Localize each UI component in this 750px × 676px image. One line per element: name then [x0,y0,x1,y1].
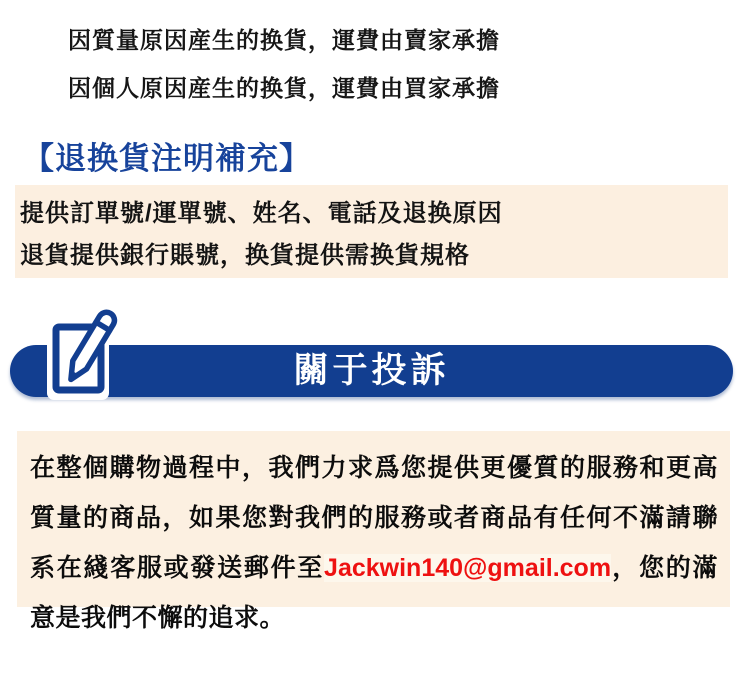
supplement-line-bank-info: 退貨提供銀行賬號，换貨提供需换貨規格 [20,242,470,269]
complaint-box [17,431,730,632]
exchange-policy-personal-line: 因個人原因産生的换貨，運費由買家承擔 [68,75,500,101]
complaint-text-after-email: ，您的滿意是我們不懈的追求。 [30,554,718,632]
complaint-paragraph [30,443,718,643]
complaint-banner-title: 關于投訴 [293,351,450,390]
complaint-text-before-email: 在整個購物過程中，我們力求爲您提供更優質的服務和更高質量的商品，如果您對我們的服務或者商品有任何不滿請聯系在綫客服或發送郵件至 [30,454,718,582]
contact-email-link[interactable]: Jackwin140@gmail.com [324,554,612,582]
exchange-policy-quality-line: 因質量原因産生的换貨，運費由賣家承擔 [68,27,500,53]
return-exchange-supplement-box [15,185,728,278]
pencil-note-icon [47,306,123,402]
return-exchange-supplement-heading: 【退换貨注明補充】 [23,141,311,176]
supplement-line-order-info: 提供訂單號/運單號、姓名、電話及退换原因 [20,200,503,227]
